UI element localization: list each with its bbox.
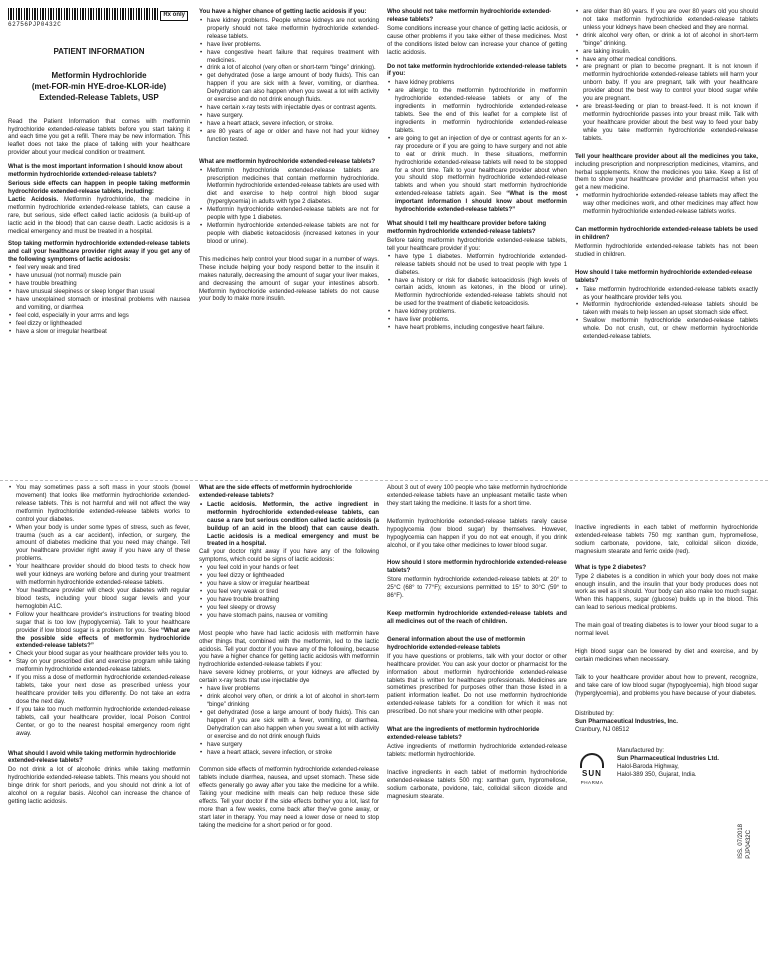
manufacturer-block <box>575 747 758 785</box>
distributor-city: Cranbury, NJ 08512 <box>575 725 630 733</box>
rx-only-badge: Rx only <box>160 11 188 21</box>
list-item: • Your healthcare provider will check your diabetes with regular blood tests, including your blood sugar levels and your hemoglobin A1C. <box>8 587 190 611</box>
hypoglycemia-rare-text: Metformin hydrochloride extended-release tablets rarely cause hypoglycemia (low blood sugar) by themselves. However, hypoglycemia can happen if you do not eat enough, if you drink alcohol, or if you take other medicines to lower blood sugar. <box>387 517 567 549</box>
logo-sun-text: SUN <box>582 769 602 779</box>
tell-all-medicines-paragraph <box>575 153 758 193</box>
list-item: • are pregnant or plan to become pregnant. It is not known if metformin hydrochloride extended-release tablets will harm your unborn baby. If you are pregnant, talk with your healthcare provider about the best way to control your blood sugar while you are pregnant. <box>575 63 758 103</box>
manufacturer-address-2: Halol-389 350, Gujarat, India. <box>617 771 697 779</box>
list-item: • have kidney problems. People whose kidneys are not working properly should not take metformin hydrochloride extended-release tablets. <box>199 17 379 41</box>
list-item: • drink alcohol very often, or drink a lot of alcohol in short-term “binge” drinking <box>199 693 379 709</box>
list-item: • are 80 years of age or older and have not had your kidney function tested. <box>199 128 379 144</box>
tell-provider-list <box>387 253 567 332</box>
call-doctor-text: Call your doctor right away if you have any of the following symptoms, which could be signs of lactic acidosis: <box>199 548 379 564</box>
patient-information-heading: PATIENT INFORMATION <box>53 46 145 56</box>
list-item: • are allergic to the metformin hydrochloride in metformin hydrochloride extended-release tablets or any of the ingredients in metformin hydrochloride extended-release tablets. See the end of this leaflet for a complete list of ingredients in metformin hydrochloride extended-release tablets. <box>387 87 567 135</box>
column-4-bottom <box>575 484 758 950</box>
sun-pharma-logo <box>575 753 609 785</box>
side-effects-reference: “What are the possible side effects of metformin hydrochloride extended-release tablets?” <box>16 626 190 650</box>
list-item: • You may sometimes pass a soft mass in your stools (bowel movement) that looks like metformin hydrochloride extended-release tablets. This is not harmful and will not affect the way metformin hydrochloride extended-release tablets works to control your diabetes. <box>8 484 190 524</box>
list-item: • feel very weak and tired <box>8 264 190 272</box>
usage-notes-list <box>8 484 190 738</box>
barcode-bars <box>8 8 158 20</box>
list-item: • have unexplained stomach or intestinal problems with nausea and vomiting, or diarrhea <box>8 296 190 312</box>
most-people-text: Most people who have had lactic acidosis with metformin have other things that, combined with the metformin, led to the lactic acidosis. Tell your doctor if you have any of the following, because you have a higher chance for getting lactic acidosis with metformin hydrochloride extended-release tablets if you: <box>199 629 379 669</box>
general-info-text: If you have questions or problems, talk with your doctor or other healthcare provider. You can ask your doctor or pharmacist for the information about metformin hydrochloride extended-release tablets that is written for healthcare professionals. Medicines are sometimes prescribed for purposes other than those listed in a patient information leaflet. Do not use metformin hydrochloride extended-release tablets for a condition for which it was not prescribed. Do not share your medicine with other people. <box>387 652 567 716</box>
list-item: • feel cold, especially in your arms and legs <box>8 312 190 320</box>
do-not-text: are going to get an injection of dye or contrast agents for an x-ray procedure or if you are going to have surgery and not able to eat or drink much. In these situations, metformin hydrochloride extended-release tablets will need to be stopped for a short time. Talk to your healthcare provider about when you should stop metformin hydrochloride extended-release tablets and when you should start metformin hydrochloride extended-release tablets again. See <box>395 134 567 198</box>
inactive-750-text: Inactive ingredients in each tablet of metformin hydrochloride extended-release tablets 750 mg: xanthan gum, hypromellose, sodium carbonate, povidone, talc, colloidal silicon dioxide, magnesium stearate and ferric oxide (red). <box>575 524 758 555</box>
lactic-acidosis-text: Metformin hydrochloride, the medicine in metformin hydrochloride extended-release tablets, can cause a rare, but serious, side effect called lactic acidosis (a build-up of lactic acid in the blood) that can cause death. Lactic acidosis is a medical emergency and must be treated in a hospital. <box>8 195 190 235</box>
list-item: • have surgery <box>199 741 379 749</box>
list-item: • feel dizzy or lightheaded <box>8 320 190 328</box>
tell-all-text: including prescription and nonprescription medicines, vitamins, and herbal supplements. Know the medicines you take. Keep a list of them to show your healthcare provider and pharmacist when you get a new medicine. <box>575 160 758 192</box>
serious-side-effects-lead: Serious side effects can happen in people taking metformin hydrochloride extended-release tablets, including: <box>8 180 190 195</box>
list-item: • have unusual sleepiness or sleep longer than usual <box>8 288 190 296</box>
list-item: • have liver problems. <box>387 316 567 324</box>
helps-paragraph: This medicines help control your blood sugar in a number of ways. These include helping your body respond better to the insulin it makes naturally, decreasing the amount of sugar your liver makes, and decreasing the amount of sugar your intestines absorb. Metformin hydrochloride extended-release tablets do not cause your body to make more insulin. <box>199 255 379 303</box>
list-item: • drink a lot of alcohol (very often or short-term “binge” drinking). <box>199 64 379 72</box>
list-item: • have heart problems, including congestive heart failure. <box>387 324 567 332</box>
storage-text: Store metformin hydrochloride extended-release tablets at 20° to 25°C (68° to 77°F); excursions permitted to 15° to 30°C (59° to 86°F). <box>387 576 567 600</box>
list-item: • are taking insulin. <box>575 48 758 56</box>
risk-list <box>199 17 379 144</box>
drug-pronunciation: (met-FOR-min HYE-droe-KLOR-ide) <box>31 81 167 91</box>
list-item: • you feel cold in your hands or feet <box>199 564 379 572</box>
should-not-intro: Some conditions increase your chance of getting lactic acidosis, or cause other problems if you take either of these medicines. Most of the conditions listed below can increase your chance of getting lactic acidosis. <box>387 24 567 56</box>
list-item: • get dehydrated (lose a large amount of body fluids). This can happen if you are sick with a fever, vomiting, or diarrhea. Dehydration can also happen when you sweat a lot with activity or exercise and do not drink enough fluids <box>199 709 379 741</box>
risk-list <box>199 685 379 756</box>
storage-heading: How should I store metformin hydrochloride extended-release tablets? <box>387 559 567 575</box>
list-item: • you have a slow or irregular heartbeat <box>199 580 379 588</box>
product-code: PJP0432C <box>746 830 753 859</box>
list-item: • If you miss a dose of metformin hydrochloride extended-release tablets, take your next dose as prescribed unless your healthcare provider tells you differently. Do not take an extra dose the next day. <box>8 674 190 706</box>
distributed-by-label: Distributed by: <box>575 709 614 717</box>
list-item: • Lactic acidosis. Metformin, the active ingredient in metformin hydrochloride extended-release tablets, can cause a rare but serious condition called lactic acidosis (a buildup of an acid in the blood) that can cause death. Lactic acidosis is a medical emergency and must be treated in a hospital. <box>199 501 379 549</box>
list-item: • Stay on your prescribed diet and exercise program while taking metformin hydrochloride extended-release tablets. <box>8 658 190 674</box>
list-item: • you have trouble breathing <box>199 596 379 604</box>
how-take-heading: How should I take metformin hydrochloride extended-release tablets? <box>575 268 753 284</box>
inactive-500-text: Inactive ingredients in each tablet of metformin hydrochloride extended-release tablets 500 mg: xanthan gum, hypromellose, sodium carbonate, povidone, talc, colloidal silicon dioxide and magnesium stearate. <box>387 768 567 800</box>
most-people-text-2: have severe kidney problems, or your kidneys are affected by certain x-ray tests that use injectable dye <box>199 669 379 685</box>
type2-heading: What is type 2 diabetes? <box>575 563 647 571</box>
list-item: • have kidney problems. <box>387 308 567 316</box>
metallic-taste-text: About 3 out of every 100 people who take metformin hydrochloride extended-release tablets have an unpleasant metallic taste when they start taking the medicine. It lasts for a short time. <box>387 484 567 507</box>
tell-all-list <box>575 192 758 216</box>
list-item: • have liver problems <box>199 685 379 693</box>
lactic-bold-list <box>199 501 379 549</box>
do-not-take-heading: Do not take metformin hydrochloride extended-release tablets if you: <box>387 62 567 78</box>
symptom-list <box>8 264 190 335</box>
list-item: • When your body is under some types of stress, such as fever, trauma (such as a car accident), infection, or surgery, the amount of diabetes medicine that you need may change. Tell your healthcare provider right away if you have any of these problems. <box>8 524 190 564</box>
symptom-list <box>199 564 379 619</box>
issue-date: ISS. 07/2018 <box>738 824 745 859</box>
list-item: • Swallow metformin hydrochloride extended-release tablets whole. Do not crush, cut, or chew metformin hydrochloride extended-release tablets. <box>575 317 758 341</box>
children-heading: Can metformin hydrochloride extended-release tablets be used in children? <box>575 226 758 241</box>
hypoglycemia-text: Follow your healthcare provider's instructions for treating blood sugar that is too low (hypoglycemia). Talk to your healthcare provider if low blood sugar is a problem for you. See <box>16 610 190 634</box>
list-item: • you feel dizzy or lightheaded <box>199 572 379 580</box>
list-item: • Metformin hydrochloride extended-release tablets are not for people with type 1 diabetes. <box>199 206 379 222</box>
list-item: • have a heart attack, severe infection, or stroke. <box>199 120 379 128</box>
barcode <box>8 8 190 29</box>
list-item: • have trouble breathing <box>8 280 190 288</box>
list-item: • have any other medical conditions. <box>575 56 758 64</box>
keep-away-text: Keep metformin hydrochloride extended-release tablets and all medicines out of the reach of children. <box>387 610 567 625</box>
list-item: • are breast-feeding or plan to breast-feed. It is not known if metformin hydrochloride passes into your breast milk. Talk with your healthcare provider about the best way to feed your baby while you take metformin hydrochloride extended-release tablets. <box>575 103 758 143</box>
list-item: • have a history or risk for diabetic ketoacidosis (high levels of certain acids, known as ketones, in the blood or urine). Metformin hydrochloride extended-release tablets should not be used for the treatment of diabetic ketoacidosis. <box>387 277 567 309</box>
distributor-block <box>575 710 758 734</box>
drug-name: Metformin Hydrochloride <box>51 71 147 81</box>
list-item: • drink alcohol very often, or drink a lot of alcohol in short-term “binge” drinking. <box>575 32 758 48</box>
list-item: • get dehydrated (lose a large amount of body fluids). This can happen if you are sick with a fever, vomiting, or diarrhea. Dehydration can also happen when you sweat a lot with activity or exercise and do not drink enough fluids. <box>199 72 379 104</box>
sun-arc-icon <box>580 753 604 768</box>
column-4-top <box>575 8 758 478</box>
stop-taking-lead: Stop taking metformin hydrochloride extended-release tablets and call your healthcare provider right away if you get any of the following symptoms of lactic acidosis: <box>8 240 190 264</box>
manufactured-by-label: Manufactured by: <box>617 747 665 755</box>
list-item: • have congestive heart failure that requires treatment with medicines. <box>199 49 379 65</box>
drug-form: Extended-Release Tablets, USP <box>39 92 159 102</box>
logo-pharma-text: PHARMA <box>580 779 604 785</box>
manufacturer-address-1: Halol-Baroda Highway, <box>617 763 679 771</box>
column-3-bottom <box>387 484 567 950</box>
list-item: • have a slow or irregular heartbeat <box>8 328 190 336</box>
manufacturer-details <box>617 747 719 779</box>
ingredients-heading: What are the ingredients of metformin hydrochloride extended-release tablets? <box>387 726 540 742</box>
list-item: • Metformin hydrochloride extended-release tablets should be taken with meals to help lessen an upset stomach side effect. <box>575 301 758 317</box>
list-item: • metformin hydrochloride extended-release tablets may affect the way other medicines work, and other medicines may affect how metformin hydrochloride extended-release tablets works. <box>575 192 758 216</box>
list-item: • Metformin hydrochloride extended-release tablets are not for people with diabetic ketoacidosis (increased ketones in your blood or urine). <box>199 222 379 246</box>
tell-provider-heading: What should I tell my healthcare provider before taking metformin hydrochloride extended-release tablets? <box>387 220 547 235</box>
should-not-heading: Who should not take metformin hydrochloride extended-release tablets? <box>387 8 552 23</box>
high-sugar-text: High blood sugar can be lowered by diet and exercise, and by certain medicines when necessary. <box>575 648 758 663</box>
list-item: • have a heart attack, severe infection, or stroke <box>199 749 379 757</box>
list-item: • you feel very weak or tired <box>199 588 379 596</box>
column-3-top <box>387 8 567 478</box>
issue-code <box>738 824 754 859</box>
avoid-text: Do not drink a lot of alcoholic drinks while taking metformin hydrochloride extended-release tablets. This means you should not binge drink for short periods, and you should not drink a lot of alcohol on a regular basis. Alcohol can increase the chance of getting lactic acidosis. <box>8 766 190 806</box>
distributor-name: Sun Pharmaceutical Industries, Inc. <box>575 717 678 725</box>
lactic-acidosis-paragraph <box>8 196 190 236</box>
column-1-top <box>8 8 190 478</box>
list-item: • are older than 80 years. If you are over 80 years old you should not take metformin hydrochloride extended-release tablets unless your kidneys have been checked and they are normal. <box>575 8 758 32</box>
active-ingredients-text: Active ingredients of metformin hydrochloride extended-release tablets: metformin hydrochloride. <box>387 742 567 758</box>
drug-title <box>8 71 190 103</box>
what-are-list <box>199 167 379 246</box>
column-2-top <box>199 8 379 478</box>
manufacturer-name: Sun Pharmaceutical Industries Ltd. <box>617 755 719 763</box>
general-info-heading: General information about the use of metformin hydrochloride extended-release tablets <box>387 635 526 651</box>
barcode-number: 62756PJP0432C <box>8 21 62 28</box>
list-item: • you feel sleepy or drowsy <box>199 604 379 612</box>
list-item <box>8 611 190 651</box>
children-text: Metformin hydrochloride extended-release tablets has not been studied in children. <box>575 242 758 258</box>
how-take-list <box>575 286 758 341</box>
list-item <box>387 135 567 214</box>
do-not-list <box>387 79 567 214</box>
tell-all-lead: Tell your healthcare provider about all the medicines you take, <box>575 152 758 160</box>
what-are-heading: What are metformin hydrochloride extended-release tablets? <box>199 157 376 165</box>
side-effects-heading: What are the side effects of metformin hydrochloride extended-release tablets? <box>199 484 353 499</box>
intro-paragraph: Read the Patient Information that comes with metformin hydrochloride extended-release tablets before you start taking it and each time you get a refill. There may be new information. This leaflet does not take the place of talking with your healthcare provider about your medical condition or treatment. <box>8 117 190 157</box>
list-item: • Metformin hydrochloride extended-release tablets are prescription medicines that contain metformin hydrochloride. Metformin hydrochloride extended-release tablets are used with diet and exercise to help control high blood sugar (hyperglycemia) in adults with type 2 diabetes. <box>199 167 379 207</box>
fold-line <box>0 480 768 481</box>
list-item: • you have stomach pains, nausea or vomiting <box>199 612 379 620</box>
important-info-reference: “What is the most important information I should know about metformin hydrochloride extended-release tablets?” <box>395 190 567 214</box>
common-side-effects-text: Common side effects of metformin hydrochloride extended-release tablets include diarrhea, nausea, and upset stomach. These side effects generally go away after you take the medicine for a while. Taking your medicine with meals can help reduce these side effects. Tell your doctor if the side effects bother you a lot, last for more than a few weeks, come back after they've gone away, or start later in therapy. You may need a lower dose or need to stop taking the medicine for a short period or for good. <box>199 766 379 829</box>
list-item: • Take metformin hydrochloride extended-release tablets exactly as your healthcare provider tells you. <box>575 286 758 302</box>
list-item: • have certain x-ray tests with injectable dyes or contrast agents. <box>199 104 379 112</box>
list-item: • have kidney problems <box>387 79 567 87</box>
list-item: • have liver problems. <box>199 41 379 49</box>
list-item: • have surgery. <box>199 112 379 120</box>
conditions-list <box>575 8 758 143</box>
tell-provider-intro: Before taking metformin hydrochloride extended-release tablets, tell your healthcare provider if you: <box>387 236 567 252</box>
main-goal-text: The main goal of treating diabetes is to lower your blood sugar to a normal level. <box>575 622 758 638</box>
avoid-heading: What should I avoid while taking metformin hydrochloride extended-release tablets? <box>8 749 176 765</box>
important-info-heading: What is the most important information I should know about metformin hydrochloride extended-release tablets? <box>8 163 183 179</box>
type2-text: Type 2 diabetes is a condition in which your body does not make enough insulin, and the insulin that your body produces does not work as well as it should. Your body can also make too much sugar. When this happens, sugar (glucose) builds up in the blood. This can lead to serious medical problems. <box>575 572 758 612</box>
list-item: • have unusual (not normal) muscle pain <box>8 272 190 280</box>
lactic-acidosis-label: Lactic Acidosis. <box>8 195 59 203</box>
list-item: • Check your blood sugar as your healthcare provider tells you to. <box>8 650 190 658</box>
higher-chance-heading: You have a higher chance of getting lactic acidosis if you: <box>199 8 367 15</box>
talk-provider-text: Talk to your healthcare provider about how to prevent, recognize, and take care of low blood sugar (hypoglycemia), high blood sugar (hyperglycemia), and problems you have because of your diabetes. <box>575 673 758 697</box>
column-1-bottom <box>8 484 190 950</box>
list-item: • If you take too much metformin hydrochloride extended-release tablets, call your healthcare provider, local Poison Control Center, or go to the nearest hospital emergency room right away. <box>8 706 190 738</box>
column-2-bottom <box>199 484 379 950</box>
list-item: • Your healthcare provider should do blood tests to check how well your kidneys are working before and during your treatment with metformin hydrochloride extended-release tablets. <box>8 563 190 587</box>
list-item: • have type 1 diabetes. Metformin hydrochloride extended-release tablets should not be used to treat people with type 1 diabetes. <box>387 253 567 277</box>
